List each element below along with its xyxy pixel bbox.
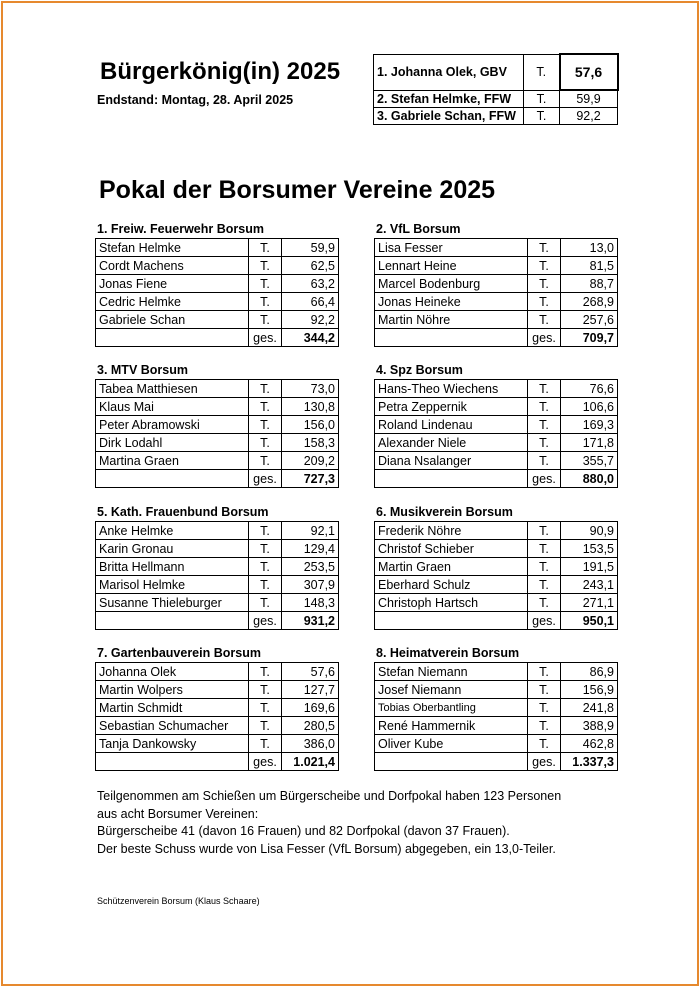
- participant-name: Hans-Theo Wiechens: [375, 380, 528, 398]
- participant-t: T.: [528, 416, 561, 434]
- footer-line-4: Der beste Schuss wurde von Lisa Fesser (VfL Borsum) abgegeben, ein 13,0-Teiler.: [97, 841, 556, 856]
- table-row: [96, 380, 339, 398]
- table-row: [96, 434, 339, 452]
- table-row: [375, 311, 618, 329]
- total-label: ges.: [249, 612, 282, 630]
- participant-name: Anke Helmke: [96, 522, 249, 540]
- group-title: 6. Musikverein Borsum: [376, 505, 513, 519]
- table-row: [375, 576, 618, 594]
- table-row: [375, 558, 618, 576]
- participant-t: T.: [528, 275, 561, 293]
- participant-t: T.: [249, 380, 282, 398]
- koenig-row-2: [374, 90, 618, 108]
- participant-value: 62,5: [282, 257, 339, 275]
- table-row: [96, 398, 339, 416]
- total-empty: [375, 470, 528, 488]
- total-row: [96, 753, 339, 771]
- group-title: 8. Heimatverein Borsum: [376, 646, 520, 660]
- participant-name: Klaus Mai: [96, 398, 249, 416]
- participant-name: Martin Nöhre: [375, 311, 528, 329]
- participant-name: Martin Graen: [375, 558, 528, 576]
- participant-name: Josef Niemann: [375, 681, 528, 699]
- total-empty: [375, 329, 528, 347]
- total-row: [375, 329, 618, 347]
- participant-name: Sebastian Schumacher: [96, 717, 249, 735]
- group-table: [374, 662, 618, 771]
- footer-line-3: Bürgerscheibe 41 (davon 16 Frauen) und 82 Dorfpokal (davon 37 Frauen).: [97, 824, 510, 838]
- footer-text: [97, 788, 561, 858]
- participant-t: T.: [249, 293, 282, 311]
- table-row: [375, 735, 618, 753]
- participant-name: Stefan Niemann: [375, 663, 528, 681]
- participant-t: T.: [249, 717, 282, 735]
- participant-value: 63,2: [282, 275, 339, 293]
- group-total: 344,2: [282, 329, 339, 347]
- participant-t: T.: [528, 558, 561, 576]
- participant-value: 169,3: [561, 416, 618, 434]
- group-title: 1. Freiw. Feuerwehr Borsum: [97, 222, 264, 236]
- participant-value: 153,5: [561, 540, 618, 558]
- participant-value: 156,0: [282, 416, 339, 434]
- group-total: 727,3: [282, 470, 339, 488]
- participant-t: T.: [249, 452, 282, 470]
- group-title: 5. Kath. Frauenbund Borsum: [97, 505, 269, 519]
- participant-t: T.: [249, 398, 282, 416]
- participant-value: 257,6: [561, 311, 618, 329]
- group-total: 950,1: [561, 612, 618, 630]
- participant-t: T.: [528, 540, 561, 558]
- participant-value: 280,5: [282, 717, 339, 735]
- footer-line-1: Teilgenommen am Schießen um Bürgerscheibe und Dorfpokal haben 123 Personen: [97, 789, 562, 803]
- participant-value: 57,6: [282, 663, 339, 681]
- table-row: [96, 717, 339, 735]
- participant-name: Christoph Hartsch: [375, 594, 528, 612]
- koenig-value: 92,2: [560, 108, 618, 125]
- participant-name: Cordt Machens: [96, 257, 249, 275]
- table-row: [96, 699, 339, 717]
- participant-value: 388,9: [561, 717, 618, 735]
- participant-t: T.: [528, 257, 561, 275]
- total-empty: [96, 470, 249, 488]
- participant-t: T.: [249, 522, 282, 540]
- total-label: ges.: [528, 470, 561, 488]
- group-total: 1.337,3: [561, 753, 618, 771]
- participant-name: Martina Graen: [96, 452, 249, 470]
- participant-t: T.: [528, 522, 561, 540]
- total-row: [375, 470, 618, 488]
- total-label: ges.: [528, 612, 561, 630]
- koenig-name: 1. Johanna Olek, GBV: [374, 54, 524, 90]
- participant-value: 106,6: [561, 398, 618, 416]
- participant-t: T.: [528, 681, 561, 699]
- koenig-row-1: [374, 54, 618, 90]
- table-row: [375, 522, 618, 540]
- koenig-row-3: [374, 108, 618, 125]
- participant-name: Lennart Heine: [375, 257, 528, 275]
- table-row: [375, 434, 618, 452]
- table-row: [96, 311, 339, 329]
- participant-value: 209,2: [282, 452, 339, 470]
- participant-name: Oliver Kube: [375, 735, 528, 753]
- participant-name: Marcel Bodenburg: [375, 275, 528, 293]
- koenig-value: 59,9: [560, 90, 618, 108]
- table-row: [375, 681, 618, 699]
- total-row: [96, 470, 339, 488]
- total-empty: [96, 753, 249, 771]
- participant-value: 243,1: [561, 576, 618, 594]
- participant-t: T.: [528, 594, 561, 612]
- participant-value: 81,5: [561, 257, 618, 275]
- participant-value: 59,9: [282, 239, 339, 257]
- koenig-name: 3. Gabriele Schan, FFW: [374, 108, 524, 125]
- total-label: ges.: [249, 753, 282, 771]
- participant-name: Dirk Lodahl: [96, 434, 249, 452]
- participant-t: T.: [528, 452, 561, 470]
- pokal-title: Pokal der Borsumer Vereine 2025: [99, 176, 496, 204]
- total-empty: [96, 329, 249, 347]
- participant-value: 386,0: [282, 735, 339, 753]
- participant-t: T.: [528, 699, 561, 717]
- participant-t: T.: [249, 558, 282, 576]
- koenig-t: T.: [524, 54, 560, 90]
- participant-name: Lisa Fesser: [375, 239, 528, 257]
- participant-t: T.: [249, 735, 282, 753]
- total-empty: [375, 612, 528, 630]
- participant-t: T.: [528, 735, 561, 753]
- table-row: [96, 681, 339, 699]
- participant-name: Cedric Helmke: [96, 293, 249, 311]
- table-row: [375, 257, 618, 275]
- table-row: [96, 416, 339, 434]
- participant-value: 88,7: [561, 275, 618, 293]
- participant-name: Martin Wolpers: [96, 681, 249, 699]
- participant-value: 90,9: [561, 522, 618, 540]
- table-row: [375, 416, 618, 434]
- participant-name: Roland Lindenau: [375, 416, 528, 434]
- participant-name: Frederik Nöhre: [375, 522, 528, 540]
- koenig-t: T.: [524, 108, 560, 125]
- page-title: Bürgerkönig(in) 2025: [100, 58, 341, 85]
- table-row: [375, 275, 618, 293]
- participant-value: 171,8: [561, 434, 618, 452]
- table-row: [96, 540, 339, 558]
- table-row: [375, 239, 618, 257]
- participant-name: Tobias Oberbantling: [375, 699, 528, 717]
- total-empty: [96, 612, 249, 630]
- participant-value: 268,9: [561, 293, 618, 311]
- footer-line-2: aus acht Borsumer Vereinen:: [97, 806, 259, 821]
- table-row: [375, 452, 618, 470]
- group-table: [95, 521, 339, 630]
- table-row: [96, 522, 339, 540]
- participant-name: Johanna Olek: [96, 663, 249, 681]
- participant-name: Tanja Dankowsky: [96, 735, 249, 753]
- group-title: 2. VfL Borsum: [376, 222, 461, 236]
- participant-value: 92,2: [282, 311, 339, 329]
- table-row: [96, 663, 339, 681]
- participant-value: 462,8: [561, 735, 618, 753]
- participant-value: 241,8: [561, 699, 618, 717]
- participant-value: 129,4: [282, 540, 339, 558]
- participant-t: T.: [528, 398, 561, 416]
- koenig-name: 2. Stefan Helmke, FFW: [374, 90, 524, 108]
- participant-value: 158,3: [282, 434, 339, 452]
- participant-value: 355,7: [561, 452, 618, 470]
- participant-name: René Hammernik: [375, 717, 528, 735]
- group-title: 4. Spz Borsum: [376, 363, 463, 377]
- participant-name: Britta Hellmann: [96, 558, 249, 576]
- table-row: [375, 398, 618, 416]
- participant-value: 253,5: [282, 558, 339, 576]
- page-subtitle: Endstand: Montag, 28. April 2025: [97, 93, 294, 107]
- participant-name: Gabriele Schan: [96, 311, 249, 329]
- participant-t: T.: [249, 434, 282, 452]
- table-row: [96, 735, 339, 753]
- total-row: [375, 753, 618, 771]
- participant-name: Jonas Fiene: [96, 275, 249, 293]
- participant-value: 130,8: [282, 398, 339, 416]
- group-total: 931,2: [282, 612, 339, 630]
- participant-t: T.: [249, 416, 282, 434]
- participant-value: 73,0: [282, 380, 339, 398]
- participant-name: Peter Abramowski: [96, 416, 249, 434]
- participant-name: Petra Zeppernik: [375, 398, 528, 416]
- participant-t: T.: [528, 239, 561, 257]
- group-total: 880,0: [561, 470, 618, 488]
- participant-t: T.: [249, 275, 282, 293]
- total-row: [96, 329, 339, 347]
- participant-t: T.: [249, 239, 282, 257]
- participant-value: 156,9: [561, 681, 618, 699]
- participant-t: T.: [528, 380, 561, 398]
- participant-t: T.: [249, 663, 282, 681]
- table-row: [96, 576, 339, 594]
- table-row: [375, 380, 618, 398]
- participant-value: 127,7: [282, 681, 339, 699]
- participant-t: T.: [528, 311, 561, 329]
- participant-value: 66,4: [282, 293, 339, 311]
- group-table: [374, 521, 618, 630]
- group-table: [374, 238, 618, 347]
- participant-value: 86,9: [561, 663, 618, 681]
- participant-name: Eberhard Schulz: [375, 576, 528, 594]
- participant-t: T.: [528, 434, 561, 452]
- participant-value: 169,6: [282, 699, 339, 717]
- participant-name: Diana Nsalanger: [375, 452, 528, 470]
- participant-t: T.: [528, 717, 561, 735]
- group-table: [95, 238, 339, 347]
- participant-value: 271,1: [561, 594, 618, 612]
- participant-name: Jonas Heineke: [375, 293, 528, 311]
- participant-t: T.: [528, 293, 561, 311]
- total-row: [375, 612, 618, 630]
- participant-name: Susanne Thieleburger: [96, 594, 249, 612]
- table-row: [96, 293, 339, 311]
- table-row: [96, 594, 339, 612]
- participant-t: T.: [249, 699, 282, 717]
- group-title: 3. MTV Borsum: [97, 363, 188, 377]
- koenig-table: [373, 53, 619, 125]
- total-label: ges.: [249, 470, 282, 488]
- participant-value: 13,0: [561, 239, 618, 257]
- footer-credit: Schützenverein Borsum (Klaus Schaare): [97, 896, 260, 906]
- total-empty: [375, 753, 528, 771]
- table-row: [96, 239, 339, 257]
- participant-value: 92,1: [282, 522, 339, 540]
- participant-t: T.: [249, 257, 282, 275]
- group-total: 709,7: [561, 329, 618, 347]
- participant-t: T.: [249, 311, 282, 329]
- group-table: [374, 379, 618, 488]
- table-row: [375, 717, 618, 735]
- table-row: [96, 558, 339, 576]
- participant-name: Tabea Matthiesen: [96, 380, 249, 398]
- table-row: [96, 257, 339, 275]
- participant-value: 307,9: [282, 576, 339, 594]
- group-title: 7. Gartenbauverein Borsum: [97, 646, 261, 660]
- table-row: [375, 663, 618, 681]
- participant-name: Stefan Helmke: [96, 239, 249, 257]
- participant-value: 148,3: [282, 594, 339, 612]
- group-total: 1.021,4: [282, 753, 339, 771]
- participant-t: T.: [249, 576, 282, 594]
- participant-name: Martin Schmidt: [96, 699, 249, 717]
- table-row: [375, 699, 618, 717]
- total-row: [96, 612, 339, 630]
- participant-t: T.: [249, 681, 282, 699]
- group-table: [95, 662, 339, 771]
- participant-name: Alexander Niele: [375, 434, 528, 452]
- koenig-value: 57,6: [560, 54, 618, 90]
- participant-value: 191,5: [561, 558, 618, 576]
- participant-value: 76,6: [561, 380, 618, 398]
- participant-name: Karin Gronau: [96, 540, 249, 558]
- table-row: [96, 275, 339, 293]
- participant-t: T.: [528, 576, 561, 594]
- participant-name: Marisol Helmke: [96, 576, 249, 594]
- participant-t: T.: [249, 540, 282, 558]
- koenig-t: T.: [524, 90, 560, 108]
- table-row: [375, 293, 618, 311]
- group-table: [95, 379, 339, 488]
- total-label: ges.: [528, 753, 561, 771]
- participant-t: T.: [249, 594, 282, 612]
- total-label: ges.: [528, 329, 561, 347]
- table-row: [375, 594, 618, 612]
- total-label: ges.: [249, 329, 282, 347]
- table-row: [375, 540, 618, 558]
- table-row: [96, 452, 339, 470]
- participant-t: T.: [528, 663, 561, 681]
- participant-name: Christof Schieber: [375, 540, 528, 558]
